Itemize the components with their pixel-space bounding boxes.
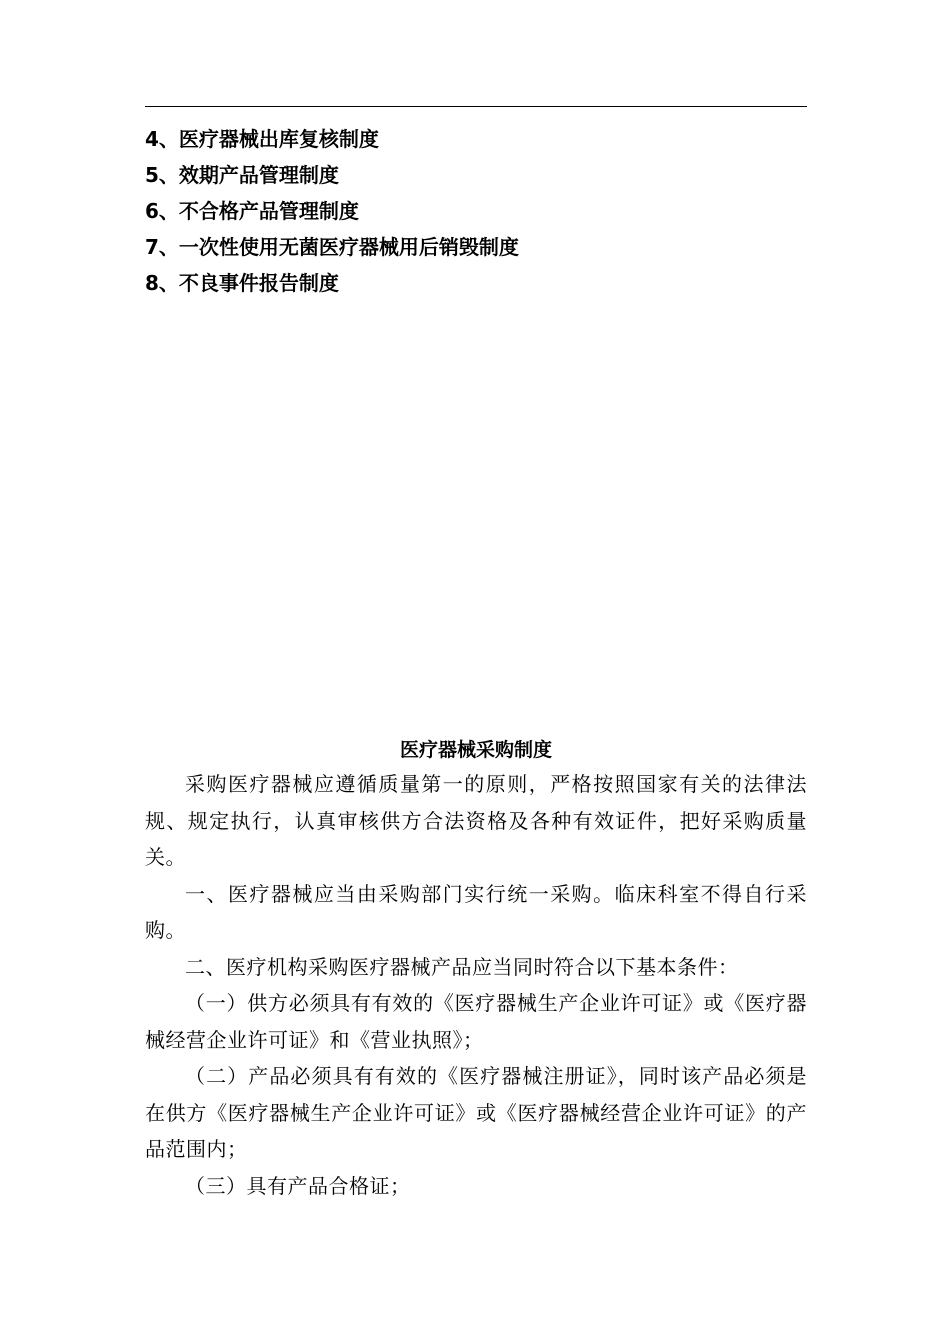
list-item: 4、医疗器械出库复核制度: [145, 127, 379, 151]
list-item: 7、一次性使用无菌医疗器械用后销毁制度: [145, 235, 519, 259]
list-item: 5、效期产品管理制度: [145, 163, 339, 187]
paragraph: （一）供方必须具有有效的《医疗器械生产企业许可证》或《医疗器械经营企业许可证》和《营业执照》；: [145, 991, 807, 1052]
regulation-list: [145, 121, 807, 301]
section-body: [145, 766, 807, 1204]
paragraph: 一、医疗器械应当由采购部门实行统一采购。临床科室不得自行采购。: [145, 881, 807, 942]
paragraph: （二）产品必须具有有效的《医疗器械注册证》，同时该产品必须是在供方《医疗器械生产企业许可证》或《医疗器械经营企业许可证》的产品范围内；: [145, 1064, 807, 1161]
header-rule: [145, 106, 807, 107]
paragraph: （三）具有产品合格证；: [185, 1173, 411, 1198]
paragraph: 采购医疗器械应遵循质量第一的原则，严格按照国家有关的法律法规、规定执行，认真审核供方合法资格及各种有效证件，把好采购质量关。: [145, 772, 807, 869]
paragraph: 二、医疗机构采购医疗器械产品应当同时符合以下基本条件：: [185, 954, 739, 979]
list-item: 8、不良事件报告制度: [145, 271, 339, 295]
section-title: 医疗器械采购制度: [399, 739, 552, 761]
list-item: 6、不合格产品管理制度: [145, 199, 359, 223]
